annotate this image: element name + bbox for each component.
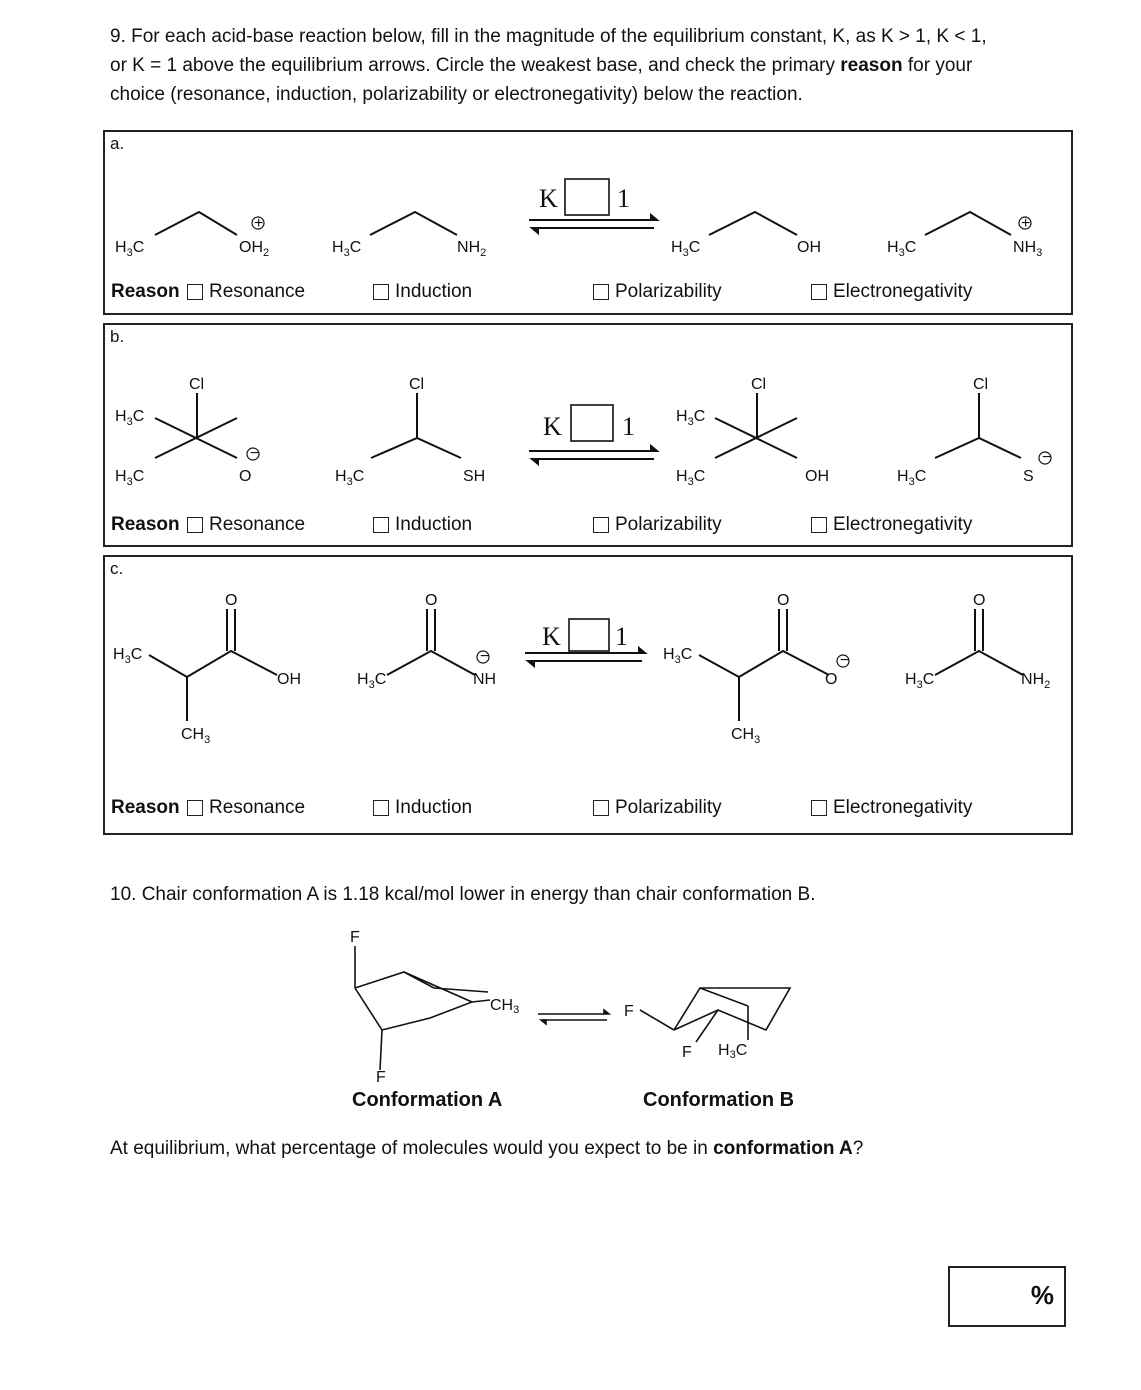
- atom-n: N: [1021, 671, 1033, 688]
- atom-h: H: [676, 468, 688, 485]
- subscript: 3: [674, 654, 681, 666]
- panel-label: b.: [110, 327, 125, 346]
- subscript: 3: [729, 1049, 736, 1061]
- option-label: Polarizability: [615, 797, 722, 818]
- k-symbol: K: [539, 184, 558, 213]
- subscript: 2: [1044, 679, 1051, 691]
- subscript: 3: [754, 734, 761, 746]
- svg-text:CH3: [490, 997, 519, 1016]
- atom-c: C: [735, 1042, 748, 1059]
- reason-label: Reason: [111, 281, 180, 302]
- panel-label: c.: [110, 559, 124, 578]
- question-10-text: 10. Chair conformation A is 1.18 kcal/mol lower in energy than chair conformation B.: [110, 884, 816, 905]
- atom-c: C: [693, 468, 706, 485]
- atom-c: C: [693, 408, 706, 425]
- atom-f: F: [350, 929, 360, 946]
- prompt-part-b: ?: [852, 1138, 864, 1159]
- k-one: 1: [622, 412, 635, 441]
- subscript: 3: [898, 247, 905, 259]
- group-ch: CH: [490, 997, 514, 1014]
- group-ch: CH: [181, 726, 205, 743]
- atom-s: S: [1023, 468, 1034, 485]
- atom-cl: Cl: [189, 376, 205, 393]
- atom-c: C: [688, 239, 701, 256]
- q9-line-2-bold: reason: [840, 55, 903, 76]
- atom-h: H: [905, 671, 917, 688]
- atom-h: H: [115, 408, 127, 425]
- q9-line-2-part-a: or K = 1 above the equilibrium arrows. Circle the weakest base, and check the primary: [110, 55, 841, 76]
- subscript: 3: [343, 247, 350, 259]
- prompt-bold: conformation A: [713, 1138, 853, 1159]
- group-sh: SH: [463, 468, 486, 485]
- atom-h: H: [115, 239, 127, 256]
- atom-h: H: [115, 468, 127, 485]
- percent-unit: %: [1030, 1280, 1054, 1310]
- question-10-prompt: [110, 1138, 863, 1160]
- subscript: 3: [126, 476, 133, 488]
- atom-h: H: [676, 408, 688, 425]
- charge-minus: −: [250, 445, 260, 462]
- subscript: 3: [687, 416, 694, 428]
- subscript: 3: [126, 247, 133, 259]
- option-label: Resonance: [209, 797, 306, 818]
- q9-line-3: choice (resonance, induction, polarizability or electronegativity) below the reaction.: [110, 84, 803, 105]
- atom-cl: Cl: [973, 376, 989, 393]
- charge-plus: +: [1021, 215, 1031, 232]
- k-symbol: K: [542, 622, 561, 651]
- group-nh: NH: [473, 671, 497, 688]
- atom-c: C: [904, 239, 917, 256]
- svg-text:H3C: [718, 1042, 747, 1061]
- atom-f: F: [682, 1044, 692, 1061]
- subscript: 3: [682, 247, 689, 259]
- subscript: 3: [204, 734, 211, 746]
- subscript: 3: [368, 679, 375, 691]
- subscript: 3: [687, 476, 694, 488]
- atom-c: C: [132, 408, 145, 425]
- atom-f: F: [624, 1003, 634, 1020]
- atom-c: C: [130, 646, 143, 663]
- atom-n: N: [1013, 239, 1025, 256]
- atom-c: C: [374, 671, 387, 688]
- atom-c: C: [680, 646, 693, 663]
- subscript: 2: [480, 247, 487, 259]
- atom-h: H: [897, 468, 909, 485]
- group-oh: OH: [239, 239, 263, 256]
- option-label: Electronegativity: [833, 514, 973, 535]
- charge-minus: −: [1042, 449, 1052, 466]
- atom-h: H: [1024, 239, 1037, 256]
- subscript: 3: [513, 1004, 520, 1016]
- atom-o: O: [225, 592, 238, 609]
- atom-h: H: [332, 239, 344, 256]
- atom-h: H: [718, 1042, 730, 1059]
- k-one: 1: [617, 184, 630, 213]
- charge-minus: −: [840, 652, 850, 669]
- atom-c: C: [914, 468, 927, 485]
- atom-c: C: [132, 239, 145, 256]
- atom-n: N: [457, 239, 469, 256]
- atom-c: C: [352, 468, 365, 485]
- subscript: 3: [908, 476, 915, 488]
- charge-minus: −: [480, 648, 490, 665]
- atom-f: F: [376, 1069, 386, 1086]
- atom-h: H: [357, 671, 369, 688]
- atom-o: O: [973, 592, 986, 609]
- atom-o: O: [425, 592, 438, 609]
- subscript: 3: [126, 416, 133, 428]
- group-ch: CH: [731, 726, 755, 743]
- option-label: Polarizability: [615, 281, 722, 302]
- conformation-a-label: Conformation A: [352, 1089, 503, 1111]
- group-oh: OH: [797, 239, 821, 256]
- option-label: Resonance: [209, 514, 306, 535]
- k-symbol: K: [543, 412, 562, 441]
- q9-line-2-part-b: for your: [902, 55, 973, 76]
- atom-c: C: [349, 239, 362, 256]
- atom-o: O: [239, 468, 252, 485]
- option-label: Induction: [395, 281, 473, 302]
- conformation-b-label: Conformation B: [643, 1089, 795, 1111]
- option-label: Resonance: [209, 281, 306, 302]
- reason-label: Reason: [111, 797, 180, 818]
- prompt-part-a: At equilibrium, what percentage of molecules would you expect to be in: [110, 1138, 714, 1159]
- atom-h: H: [887, 239, 899, 256]
- option-label: Polarizability: [615, 514, 722, 535]
- subscript: 3: [916, 679, 923, 691]
- atom-h: H: [468, 239, 481, 256]
- charge-plus: +: [254, 215, 264, 232]
- subscript: 3: [1036, 247, 1043, 259]
- atom-h: H: [113, 646, 125, 663]
- panel-label: a.: [110, 134, 125, 153]
- q9-line-1: 9. For each acid-base reaction below, fill in the magnitude of the equilibrium constant, K, as K > 1, K < 1,: [110, 26, 987, 47]
- option-label: Induction: [395, 797, 473, 818]
- atom-c: C: [922, 671, 935, 688]
- answer-input-box[interactable]: [948, 1266, 1066, 1327]
- subscript: 2: [263, 247, 270, 259]
- atom-h: H: [1032, 671, 1045, 688]
- group-oh: OH: [277, 671, 301, 688]
- subscript: 3: [124, 654, 131, 666]
- atom-o: O: [825, 671, 838, 688]
- atom-c: C: [132, 468, 145, 485]
- atom-h: H: [663, 646, 675, 663]
- option-label: Induction: [395, 514, 473, 535]
- atom-cl: Cl: [751, 376, 767, 393]
- option-label: Electronegativity: [833, 281, 973, 302]
- subscript: 3: [346, 476, 353, 488]
- k-one: 1: [615, 622, 628, 651]
- atom-cl: Cl: [409, 376, 425, 393]
- atom-o: O: [777, 592, 790, 609]
- option-label: Electronegativity: [833, 797, 973, 818]
- group-oh: OH: [805, 468, 829, 485]
- atom-h: H: [335, 468, 347, 485]
- reason-label: Reason: [111, 514, 180, 535]
- atom-h: H: [671, 239, 683, 256]
